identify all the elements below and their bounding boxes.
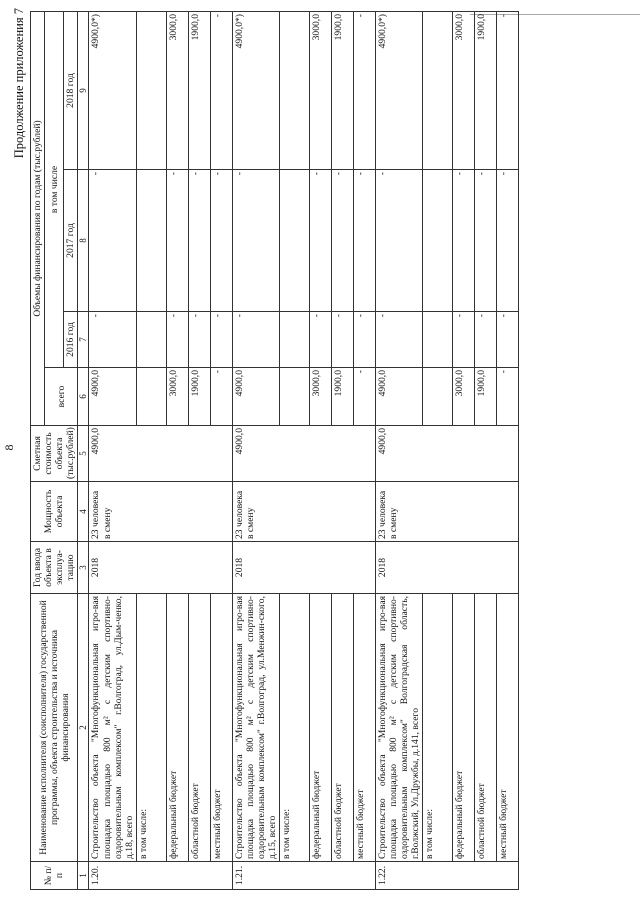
column-number: 8 [78,170,89,312]
funding-2017: - [166,170,188,312]
funding-total: - [496,368,518,426]
funding-2017: - [188,170,210,312]
funding-2018 [279,12,309,170]
column-number: 1 [78,862,89,890]
object-capacity: 23 человека в смену [375,482,518,542]
funding-2018: 4900,0*) [89,12,136,170]
funding-total: - [210,368,232,426]
funding-2016: - [210,312,232,368]
funding-2018: - [210,12,232,170]
funding-2016: - [188,312,210,368]
header-name: Наименование исполнителя (соисполнителя) государственной программы, объекта строительства и источника финансирования [31,594,78,862]
funding-2016: - [232,312,279,368]
funding-source-label: федеральный бюджет [452,594,474,862]
funding-source-label: федеральный бюджет [309,594,331,862]
funding-source-label: в том числе: [422,594,452,862]
funding-2016: - [353,312,375,368]
estimated-cost: 4900,0 [232,426,375,482]
funding-2017: - [474,170,496,312]
funding-2018: 1900,0 [474,12,496,170]
funding-source-label: в том числе: [136,594,166,862]
funding-total: - [353,368,375,426]
funding-2017: - [353,170,375,312]
commission-year: 2018 [89,542,232,594]
header-funding: Объемы финансирования по годам (тыс.рублей) [31,12,45,426]
funding-2018: 3000,0 [452,12,474,170]
header-including: в том числе [45,12,64,368]
appendix-continuation-title: Продолжение приложения 7 [12,8,26,159]
funding-total [279,368,309,426]
funding-2017: - [452,170,474,312]
funding-source-label: в том числе: [279,594,309,862]
funding-2016: - [375,312,422,368]
funding-2017: - [232,170,279,312]
column-number: 2 [78,594,89,862]
funding-source-label: местный бюджет [353,594,375,862]
funding-2016: - [309,312,331,368]
funding-2018: - [496,12,518,170]
column-number: 6 [78,368,89,426]
commission-year: 2018 [232,542,375,594]
funding-2016: - [496,312,518,368]
funding-total: 3000,0 [166,368,188,426]
funding-source-label: местный бюджет [496,594,518,862]
funding-2018: 4900,0*) [232,12,279,170]
funding-2016: - [166,312,188,368]
commission-year: 2018 [375,542,518,594]
funding-2016 [136,312,166,368]
header-year: Год ввода объекта в эксплуа-тацию [31,542,78,594]
funding-2018: 1900,0 [331,12,353,170]
row-number: 1.21. [232,862,375,890]
estimated-cost: 4900,0 [375,426,518,482]
funding-2016 [279,312,309,368]
column-number: 7 [78,312,89,368]
funding-source-label: областной бюджет [331,594,353,862]
column-number-row [78,12,89,890]
funding-total [422,368,452,426]
header-capacity: Мощность объекта [31,482,78,542]
funding-2018: - [353,12,375,170]
funding-total: 1900,0 [188,368,210,426]
funding-total [136,368,166,426]
funding-total: 1900,0 [474,368,496,426]
table-row [232,12,279,890]
funding-source-label: областной бюджет [474,594,496,862]
object-name: Строительство объекта "Многофункциональная игро-вая площадка площадью 800 м² с детским спортивно-оздоровительным комплексом" Волгоградская область, г.Волжский, Ул.Дружбы, д.141, всего [375,594,422,862]
financing-table [30,11,519,890]
funding-2018: 4900,0*) [375,12,422,170]
header-2018: 2018 год [64,12,78,170]
funding-total: 4900,0 [232,368,279,426]
funding-source-label: областной бюджет [188,594,210,862]
funding-total: 4900,0 [89,368,136,426]
funding-2016: - [474,312,496,368]
funding-2016 [422,312,452,368]
object-capacity: 23 человека в смену [89,482,232,542]
funding-2017: - [309,170,331,312]
funding-2017 [279,170,309,312]
row-number: 1.20. [89,862,232,890]
funding-2017: - [496,170,518,312]
estimated-cost: 4900,0 [89,426,232,482]
funding-2017: - [89,170,136,312]
funding-2018: 1900,0 [188,12,210,170]
funding-2017 [422,170,452,312]
funding-2018: 3000,0 [166,12,188,170]
funding-2017: - [210,170,232,312]
object-name: Строительство объекта "Многофункциональная игро-вая площадка площадью 800 м² с детским спортивно-оздоровительным комплексом" г.Волгоград, ул.Дым-ченко, д.18, всего [89,594,136,862]
column-number: 9 [78,12,89,170]
column-number: 4 [78,482,89,542]
funding-2016: - [331,312,353,368]
page-number: 8 [2,444,16,451]
funding-2017 [136,170,166,312]
funding-2017: - [375,170,422,312]
table-body [89,12,518,890]
column-number: 3 [78,542,89,594]
column-number: 5 [78,426,89,482]
header-2016: 2016 год [64,312,78,368]
funding-source-label: местный бюджет [210,594,232,862]
row-number: 1.22. [375,862,518,890]
funding-total: 1900,0 [331,368,353,426]
funding-2016: - [452,312,474,368]
funding-source-label: федеральный бюджет [166,594,188,862]
header-2017: 2017 год [64,170,78,312]
funding-total: 3000,0 [452,368,474,426]
object-capacity: 23 человека в смену [232,482,375,542]
funding-total: 3000,0 [309,368,331,426]
funding-2018 [422,12,452,170]
table-row [89,12,136,890]
header-num: № п/п [31,862,78,890]
funding-2018: 3000,0 [309,12,331,170]
table-row [375,12,422,890]
funding-2018 [136,12,166,170]
header-total: всего [45,368,78,426]
funding-2017: - [331,170,353,312]
header-cost: Сметная стоимость объекта (тыс.рублей) [31,426,78,482]
object-name: Строительство объекта "Многофункциональная игро-вая площадка площадью 800 м² с детским спортивно-оздоровительным комплексом" г.Волгоград, ул.Менжин-ского, д.15, всего [232,594,279,862]
funding-2016: - [89,312,136,368]
funding-total: 4900,0 [375,368,422,426]
